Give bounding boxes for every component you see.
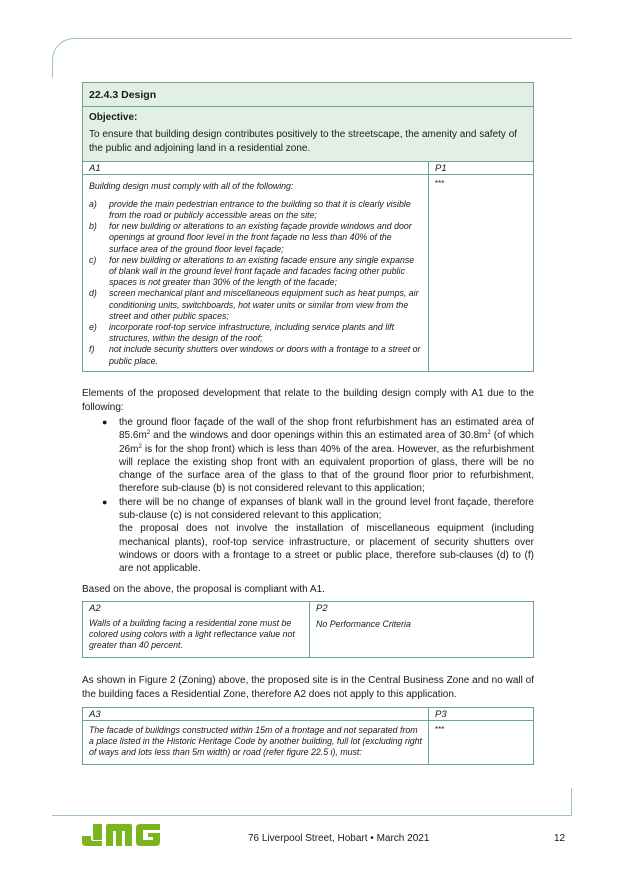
performance-code: P1	[429, 162, 533, 175]
clause-text: provide the main pedestrian entrance to the building so that it is clearly visible from the road or publicly accessible areas on the site;	[109, 198, 411, 220]
clause-item	[89, 288, 422, 322]
objective-label: Objective:	[89, 112, 138, 123]
performance-code: P3	[429, 708, 533, 721]
compliance-paragraph: Based on the above, the proposal is compliant with A1.	[82, 584, 325, 595]
clause-text: for new building or alterations to an existing facade ensure any single expanse of blank wall in the ground level front façade and facades facing other public spaces is not greater than 30% of the length of the facade;	[109, 254, 415, 288]
bullet-text: there will be no change of expanses of blank wall in the ground level front façade, therefore sub-clause (c) is not considered relevant to this application;	[119, 496, 534, 522]
a2-paragraph: As shown in Figure 2 (Zoning) above, the proposed site is in the Central Business Zone and no wall of the building faces a Residential Zone, therefore A2 does not apply to this application.	[82, 675, 534, 700]
acceptable-code: A2	[89, 603, 101, 614]
clause-letter: f)	[89, 344, 95, 355]
performance-text: ***	[435, 725, 445, 734]
clause-letter: a)	[89, 198, 97, 209]
acceptable-solution-cell	[83, 602, 310, 657]
clause-item	[89, 322, 422, 344]
page-frame-bottom	[52, 788, 572, 816]
performance-code: P2	[316, 603, 328, 614]
objective-block	[83, 107, 533, 162]
performance-criteria-cell	[310, 602, 533, 657]
clause-letter: c)	[89, 254, 97, 265]
clause-text: for new building or alterations to an existing façade provide windows and door openings at ground floor level in the front façade no less than 40% of the surface area of the ground floor level façade;	[109, 221, 412, 254]
acceptable-code: A3	[83, 708, 428, 721]
criteria-row	[83, 162, 533, 371]
performance-text: No Performance Criteria	[316, 619, 411, 629]
clause-item	[89, 255, 422, 289]
clause-letter: d)	[89, 288, 97, 299]
bullet-text: the ground floor façade of the wall of the shop front refurbishment has an estimated area of $85.6m^2$ and the windows and door openings within this an estimated area of $30.8m^2$ (of which $26m^2$ is for the shop front) which is less than 40% of the area. However, as the refurbishment will replace the existing shop front with an equivalent proportion of glass, there will be no change of the surface area of the glass to that of the ground floor prior to refurbishment, therefore sub-clause (b) is not considered relevant to this application;	[119, 417, 534, 495]
table-heading: 22.4.3 Design	[83, 83, 533, 107]
clause-text: screen mechanical plant and miscellaneous equipment such as heat pumps, air conditioning units, switchboards, hot water units or similar from view from the street and other public spaces;	[109, 288, 419, 321]
acceptable-solution-cell	[83, 162, 429, 371]
footer-address-date: 76 Liverpool Street, Hobart • March 2021	[248, 833, 430, 844]
acceptable-text: The facade of buildings constructed within 15m of a frontage and not separated from a place listed in the Historic Heritage Code by another building, full lot (excluding right of ways and lots less than 5m width) or road (refer figure 22.5 i), must:	[89, 725, 422, 758]
bullet-continuation: the proposal does not involve the installation of miscellaneous equipment (including mechanical plants), roof-top service infrastructure, or placement of security shutters over windows or doors with a frontage to a street or public place, therefore sub-clauses (d) to (f) are not applicable.	[119, 523, 534, 575]
clause-text: incorporate roof-top service infrastructure, including service plants and lift structures, within the design of the roof;	[109, 321, 395, 344]
acceptable-intro: Building design must comply with all of the following:	[89, 180, 294, 191]
bullet-item	[100, 496, 534, 523]
performance-criteria-cell	[429, 162, 533, 371]
bullet-item	[100, 416, 534, 496]
clause-item	[89, 221, 422, 255]
clause-text: not include security shutters over windows or doors with a frontage to a street or public place.	[109, 344, 421, 366]
design-standards-table	[82, 82, 534, 372]
acceptable-text: Walls of a building facing a residential zone must be colored using colors with a light reflectance value not greater than 40 percent.	[89, 618, 295, 651]
bullet-dot: ●	[102, 417, 108, 427]
a2-criteria-table	[82, 601, 534, 658]
a1-intro-paragraph: Elements of the proposed development that relate to the building design comply with A1 due to the following:	[82, 388, 534, 413]
clause-letter: e)	[89, 321, 97, 332]
page-number: 12	[554, 833, 566, 844]
acceptable-code: A1	[83, 162, 428, 175]
a1-bullet-list	[100, 416, 534, 576]
a3-criteria-table	[82, 707, 534, 765]
acceptable-text	[83, 175, 428, 371]
clause-item	[89, 199, 422, 221]
clause-letter: b)	[89, 221, 97, 232]
performance-criteria-cell	[429, 708, 533, 764]
jmg-logo	[82, 824, 160, 846]
performance-text: ***	[435, 178, 445, 188]
acceptable-solution-cell	[83, 708, 429, 764]
objective-text: To ensure that building design contributes positively to the streetscape, the amenity and safety of the public and adjoining land in a residential zone.	[89, 128, 518, 154]
clause-item	[89, 344, 422, 366]
bullet-dot: ●	[102, 496, 108, 507]
page-frame-top	[52, 38, 572, 78]
